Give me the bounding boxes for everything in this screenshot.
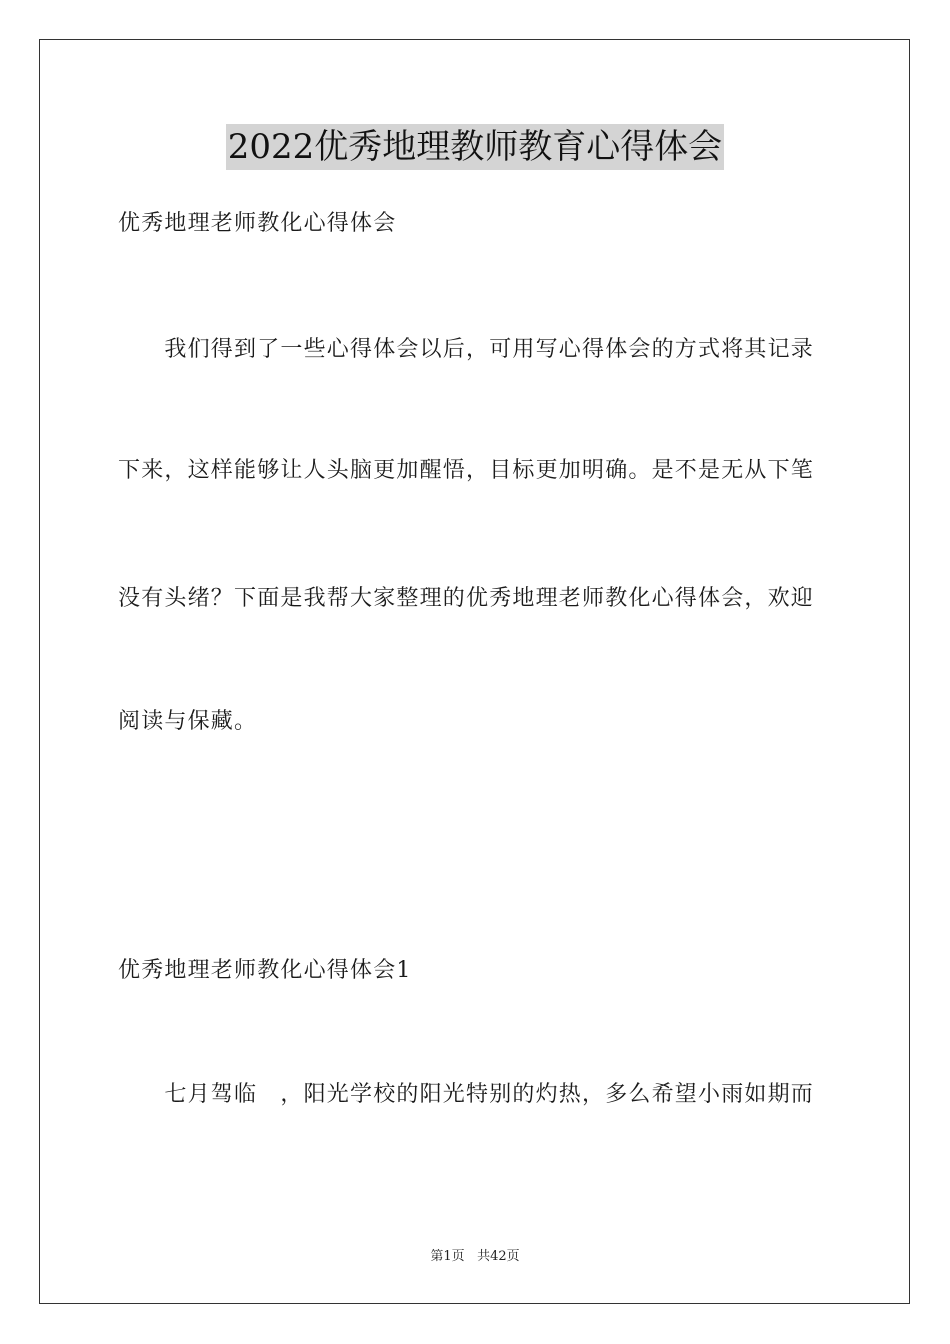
page-total: 共42页	[477, 1249, 520, 1264]
title-container	[0, 124, 950, 170]
paragraph-line: 我们得到了一些心得体会以后，可用写心得体会的方式将其记录	[118, 337, 815, 362]
paragraph-line: 没有头绪？下面是我帮大家整理的优秀地理老师教化心得体会，欢迎	[118, 586, 815, 611]
section-heading: 优秀地理老师教化心得体会1	[118, 958, 412, 983]
paragraph-line: 阅读与保藏。	[118, 709, 258, 734]
page-footer	[0, 1248, 950, 1266]
paragraph-line: 七月驾临 ，阳光学校的阳光特别的灼热，多么希望小雨如期而	[118, 1082, 815, 1107]
page-number: 第1页	[430, 1249, 465, 1264]
paragraph-line: 下来，这样能够让人头脑更加醒悟，目标更加明确。是不是无从下笔	[118, 458, 815, 483]
subtitle-line: 优秀地理老师教化心得体会	[118, 211, 397, 236]
document-title: 2022优秀地理教师教育心得体会	[226, 124, 725, 170]
